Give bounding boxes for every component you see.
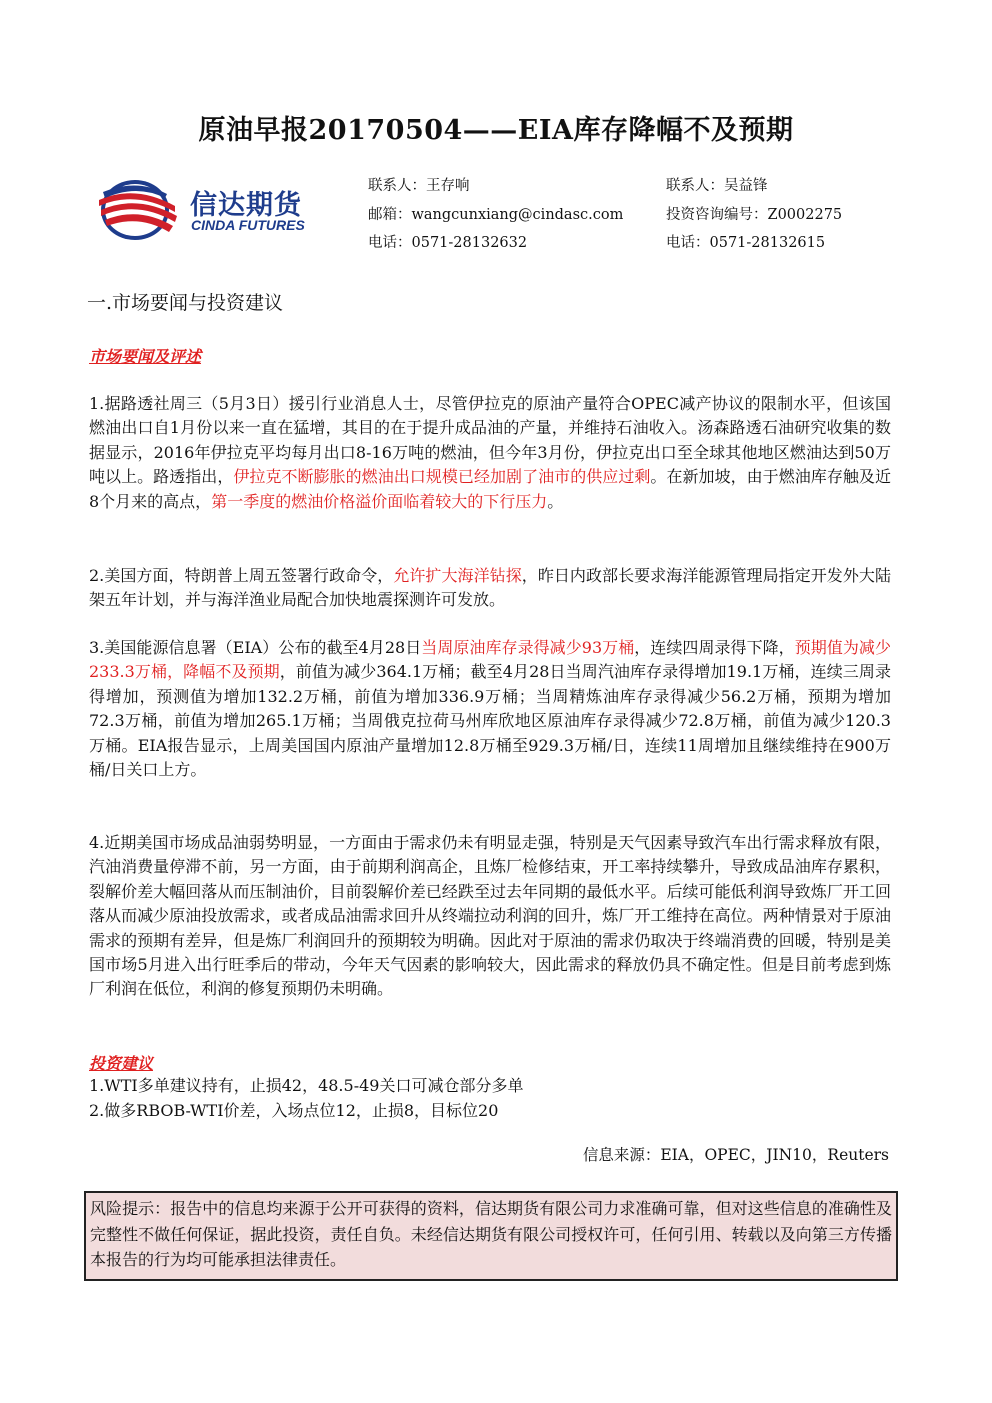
p3-text: 3.美国能源信息署（EIA）公布的截至4月28日 xyxy=(89,638,422,657)
contact-block-2 xyxy=(666,172,842,258)
advice-item-2: 2.做多RBOB-WTI价差，入场点位12，止损8，目标位20 xyxy=(89,1101,499,1120)
risk-text: 风险提示：报告中的信息均来源于公开可获得的资料，信达期货有限公司力求准确可靠，但对这些信息的准确性及完整性不做任何保证，据此投资，责任自负。未经信达期货有限公司授权许可，任何引用、转载以及向第三方传播本报告的行为均可能承担法律责任。 xyxy=(90,1199,892,1269)
advice-heading: 投资建议 xyxy=(89,1054,154,1073)
logo-english-name: CINDA FUTURES xyxy=(191,217,305,233)
p1-text-2: 。在新加坡，由于燃油库存触及近8个月来的高点， xyxy=(89,467,891,511)
news-paragraph-3 xyxy=(89,636,891,782)
p2-highlight: 允许扩大海洋钻探 xyxy=(393,566,522,585)
risk-disclaimer-box xyxy=(84,1191,898,1281)
p2-text-2: ，昨日内政部长要求海洋能源管理局指定开发外大陆架五年计划，并与海洋渔业局配合加快地震探测许可发放。 xyxy=(89,566,891,610)
contact-phone: 电话：0571-28132615 xyxy=(666,235,826,251)
p3-highlight-1: 当周原油库存录得减少93万桶 xyxy=(421,638,635,657)
p1-highlight-1: 伊拉克不断膨胀的燃油出口规模已经加剧了油市的供应过剩 xyxy=(233,467,651,487)
news-paragraph-4: 4.近期美国市场成品油弱势明显，一方面由于需求仍未有明显走强，特别是天气因素导致汽车出行需求释放有限，汽油消费量停滞不前，另一方面，由于前期利润高企，且炼厂检修结束，开工率持续攀升，导致成品油库存累积，裂解价差大幅回落从而压制油价，目前裂解价差已经跌至过去年同期的最低水平。后续可能低利润导致炼厂开工回落从而减少原油投放需求，或者成品油需求回升从终端拉动利润的回升，炼厂开工维持在高位。两种情景对于原油需求的预期有差异，但是炼厂利润回升的预期较为明确。因此对于原油的需求仍取决于终端消费的回暖，特别是美国市场5月进入出行旺季后的带动，今年天气因素的影响较大，因此需求的释放仍具不确定性。但是目前考虑到炼厂利润在低位，利润的修复预期仍未明确。 xyxy=(89,833,891,999)
contact-email[interactable]: 邮箱：wangcunxiang@cindasc.com xyxy=(368,206,624,223)
section-title: 一.市场要闻与投资建议 xyxy=(87,292,284,314)
news-paragraph-1 xyxy=(89,392,891,514)
p3-highlight-2: 预期值为减少233.3万桶，降幅不及预期 xyxy=(89,638,891,682)
contact-name: 联系人：吴益锋 xyxy=(666,178,768,194)
p1-text: 1.据路透社周三（5月3日）援引行业消息人士，尽管伊拉克的原油产量符合OPEC减产协议的限制水平，但该国燃油出口自1月份以来一直在猛增，其目的在于提升成品油的产量，并维持石油收入。汤森路透石油研究收集的数据显示，2016年伊拉克平均每月出口8-16万吨的燃油，但今年3月份，伊拉克出口至全球其他地区燃油达到50万吨以上。路透指出， xyxy=(89,394,891,487)
contact-name: 联系人：王存响 xyxy=(368,178,470,194)
p2-text: 2.美国方面，特朗普上周五签署行政命令， xyxy=(89,566,394,585)
contact-phone: 电话：0571-28132632 xyxy=(368,235,528,251)
news-heading: 市场要闻及评述 xyxy=(89,347,202,366)
news-paragraph-2 xyxy=(89,564,891,613)
p3-text-3: ，前值为减少364.1万桶；截至4月28日当周汽油库存录得增加19.1万桶，连续三周录得增加，预测值为增加132.2万桶，前值为增加336.9万桶；当周精炼油库存录得减少56.2万桶，预期为增加72.3万桶，前值为增加265.1万桶；当周俄克拉荷马州库欣地区原油库存录得减少72.8万桶，前值为减少120.3万桶。EIA报告显示，上周美国国内原油产量增加12.8万桶至929.3万桶/日，连续11周增加且继续维持在900万桶/日关口上方。 xyxy=(89,662,891,780)
info-source: 信息来源：EIA，OPEC，JIN10，Reuters xyxy=(582,1146,889,1164)
report-title: 原油早报20170504——EIA库存降幅不及预期 xyxy=(198,115,794,146)
p1-highlight-2: 第一季度的燃油价格溢价面临着较大的下行压力 xyxy=(211,491,548,511)
company-logo xyxy=(95,178,335,242)
logo-chinese-name: 信达期货 xyxy=(190,190,302,221)
cinda-globe-icon xyxy=(95,178,181,242)
contact-block-1 xyxy=(368,172,623,258)
p1-text-3: 。 xyxy=(547,491,564,511)
advice-item-1: 1.WTI多单建议持有，止损42，48.5-49关口可减仓部分多单 xyxy=(89,1076,524,1095)
contact-license: 投资咨询编号：Z0002275 xyxy=(666,206,843,223)
p3-text-2: ，连续四周录得下降， xyxy=(634,638,795,657)
